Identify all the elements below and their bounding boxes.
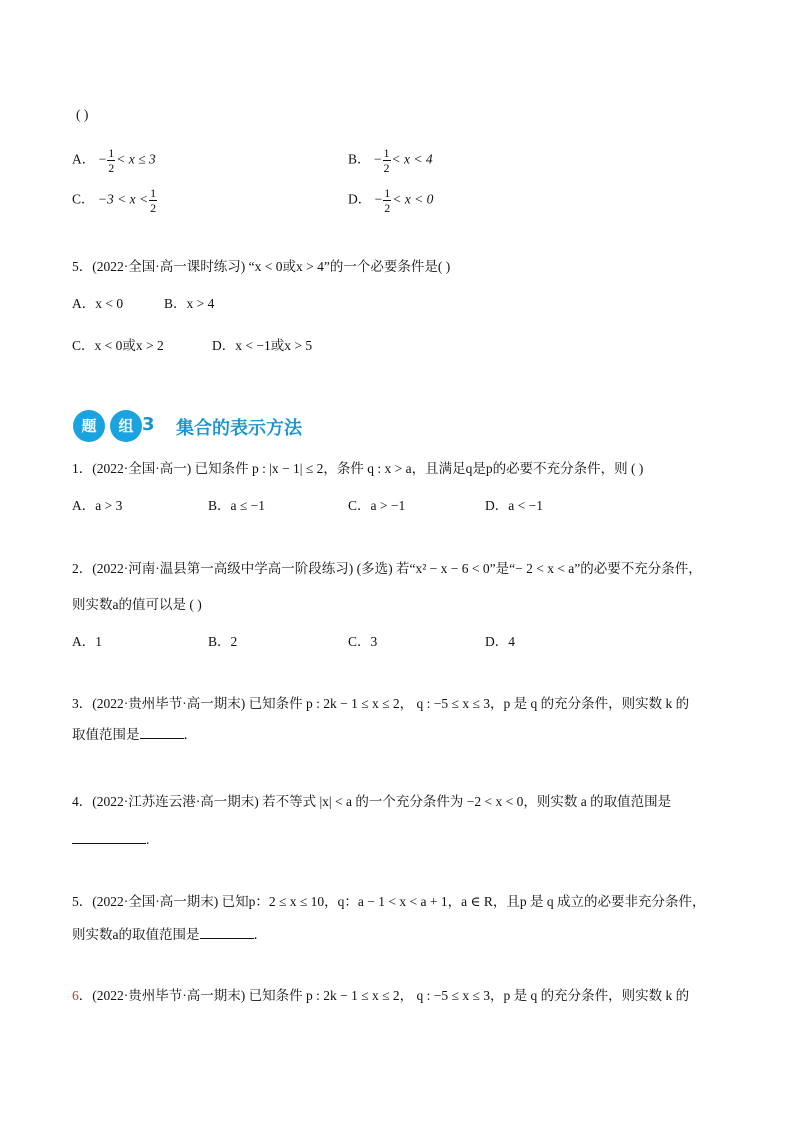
group-question-3-line2: 取值范围是 ． <box>72 727 197 742</box>
option-a-label: A． <box>72 151 96 167</box>
option-b-fraction: $\frac{1}{2}$ <box>383 146 390 175</box>
option-d-fraction: $\frac{1}{2}$ <box>384 186 391 215</box>
answer-blank[interactable] <box>72 830 146 844</box>
option-b-expr: < x < 4 <box>391 151 433 167</box>
group-number: 3 <box>142 414 155 435</box>
group-question-1-option-d: D．a < −1 <box>485 498 543 513</box>
option-c <box>72 186 158 215</box>
option-d <box>348 186 433 215</box>
group-question-5-line2: 则实数a的取值范围是 ． <box>72 927 267 942</box>
group-question-5-prompt: 则实数a的取值范围是 <box>72 927 200 942</box>
option-d-label: D． <box>348 191 372 207</box>
question-5-option-a: A．x < 0 <box>72 296 124 311</box>
group-badge-zu: 组 <box>110 410 142 442</box>
group-question-2-option-c: C．3 <box>348 634 378 649</box>
group-badge-ti: 题 <box>73 410 105 442</box>
group-question-4-line1: 4．(2022·江苏连云港·高一期末) 若不等式 |x| < a 的一个充分条件为 −2 < x < 0，则实数 a 的取值范围是 <box>72 794 672 809</box>
group-question-3-line1: 3．(2022·贵州毕节·高一期末) 已知条件 p : 2k − 1 ≤ x ≤ 2， q : −5 ≤ x ≤ 3，p 是 q 的充分条件，则实数 k 的 <box>72 696 690 711</box>
option-c-expr: −3 < x < <box>97 191 149 207</box>
group-question-2-option-b: B．2 <box>208 634 238 649</box>
group-question-2-line1: 2．(2022·河南·温县第一高级中学高一阶段练习) (多选) 若“x² − x − 6 < 0”是“− 2 < x < a”的必要不充分条件， <box>72 561 702 576</box>
section-title: 集合的表示方法 <box>176 418 302 439</box>
group-question-1-stem: 1．(2022·全国·高一) 已知条件 p : |x − 1| ≤ 2，条件 q : x > a，且满足q是p的必要不充分条件，则 ( ) <box>72 461 644 476</box>
answer-bracket: ( ) <box>76 107 89 122</box>
group-question-4-line2: . <box>72 830 149 849</box>
question-5-option-c: C．x < 0或x > 2 <box>72 338 164 353</box>
answer-blank[interactable] <box>140 725 184 739</box>
question-5-stem: 5．(2022·全国·高一课时练习) “x < 0或x > 4”的一个必要条件是( ) <box>72 259 451 274</box>
option-a <box>72 146 156 175</box>
question-5-option-b: B．x > 4 <box>164 296 215 311</box>
group-question-6-text: ．(2022·贵州毕节·高一期末) 已知条件 p : 2k − 1 ≤ x ≤ 2， q : −5 ≤ x ≤ 3，p 是 q 的充分条件，则实数 k 的 <box>78 988 690 1003</box>
option-c-label: C． <box>72 191 95 207</box>
option-d-sign: − <box>374 191 383 207</box>
group-question-2-line2: 则实数a的值可以是 ( ) <box>72 597 202 612</box>
option-b-sign: − <box>373 151 382 167</box>
group-question-1-option-b: B．a ≤ −1 <box>208 498 266 513</box>
group-question-5-line1: 5．(2022·全国·高一期末) 已知p：2 ≤ x ≤ 10，q：a − 1 < x < a + 1，a ∈ R，且p 是 q 成立的必要非充分条件， <box>72 894 706 909</box>
group-question-1-option-c: C．a > −1 <box>348 498 406 513</box>
option-a-sign: − <box>98 151 107 167</box>
group-question-3-prompt: 取值范围是 <box>72 727 140 742</box>
option-a-expr: < x ≤ 3 <box>116 151 156 167</box>
group-question-6-line1 <box>72 987 689 1005</box>
question-number-red: 6 <box>72 988 79 1003</box>
group-question-2-option-d: D．4 <box>485 634 515 649</box>
option-a-fraction: $\frac{1}{2}$ <box>108 146 115 175</box>
question-5-option-d: D．x < −1或x > 5 <box>212 338 313 353</box>
option-b <box>348 146 433 175</box>
option-b-label: B． <box>348 151 371 167</box>
option-d-expr: < x < 0 <box>392 191 434 207</box>
answer-blank[interactable] <box>200 925 254 939</box>
option-c-fraction: $\frac{1}{2}$ <box>150 186 157 215</box>
group-question-1-option-a: A．a > 3 <box>72 498 123 513</box>
group-question-2-option-a: A．1 <box>72 634 102 649</box>
